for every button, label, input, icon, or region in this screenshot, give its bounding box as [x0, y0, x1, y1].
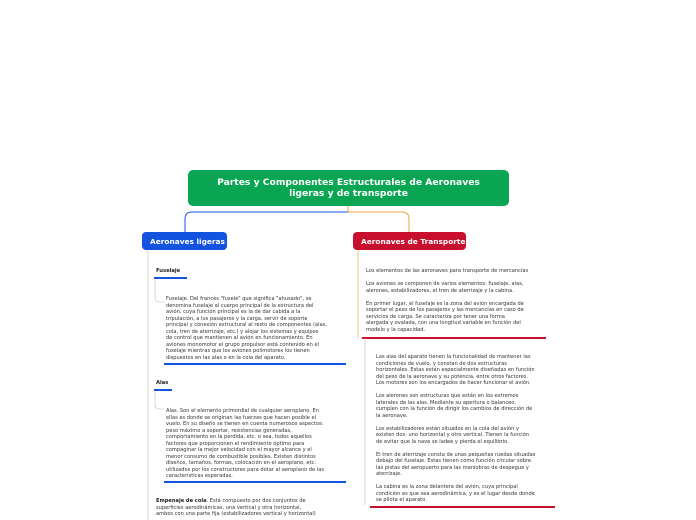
connector-root-right: [348, 206, 409, 232]
root-title: Partes y Componentes Estructurales de Aeronaves ligeras y de transporte: [217, 177, 480, 199]
empenaje-body: . Está compuesto por dos conjuntos de superficies aerodinámicas, una vertical y otra horizontal, ambos con una parte fija (estabilizadores vertical y horizontal): [156, 498, 316, 517]
alas-text: Alas. Son el elemento primordial de cualquier aeroplano. En ellas es donde se originan las fuerzas que hacen posible el vuelo. En su diseño se tienen en cuenta numerosos aspectos: peso máximo a soportar, resistencias generadas, comportamiento en la pérdida, etc. o sea, todos aquellos factores que proporcionen el rendimiento óptimo para compaginar la mejor velocidad con el mayor alcance y el menor consumo de combustible posibles. Existen distintos diseños, tamaños, formas, colocación en el aeroplano, etc. utilizados por los constructores para dotar al aeroplano de las características esperadas.: [166, 408, 324, 479]
empenaje-text: [156, 498, 356, 518]
branch-left-title: Aeronaves ligeras: [150, 236, 225, 246]
transporte-block-1: Los elementos de las aeronaves para transporte de mercancías Los aviones se componen de varios elementos: fuselaje, alas, alerones, estabilizadores, el tren de aterrizaje y la cabina. En primer lugar, el fuselaje es la zona del avión encargada de soportar el peso de los pasajeros y las mercancías en caso de servicios de carga. Se caracteriza por tener una forma alargada y ovalada, con una longitud variable en función del modelo y la capacidad.: [366, 268, 529, 333]
branch-aeronaves-ligeras[interactable]: [142, 232, 227, 250]
root-topic[interactable]: [188, 170, 509, 206]
branch-right-title: Aeronaves de Transporte: [361, 236, 466, 246]
connector-root-left: [185, 206, 348, 232]
alas-label[interactable]: Alas: [156, 380, 169, 386]
empenaje-label: Empenaje de cola: [156, 498, 207, 504]
fuselaje-text: Fuselaje. Del francés "fuselé" que significa "ahusado", se denomina fuselaje al cuerpo principal de la estructura del avión, cuya función principal es la de dar cabida a la tripulación, a los pasajeros y la carga, servir de soporte principal y conexión estructural al resto de componentes (alas, cola, tren de aterrizaje, etc.) y alojar los sistemas y equipos de control que mantienen al avión en funcionamiento. En aviones monomotor el grupo propulsor está contenido en el fuselaje mientras que los aviones polimotores los tienen dispuestos en las alas o en la cola del aparato.: [166, 296, 327, 361]
transporte-block-2: Las alas del aparato tienen la funcionalidad de mantener las condiciones de vuelo, y constan de dos estructuras horizontales. Estas están especialmente diseñadas en función del peso de la aeronave y su potencia, entre otros factores. Los motores son los encargados de hacer funcionar el avión. Los alerones son estructuras que están en los extremos laterales de las alas. Mediante su apertura o balanceo, cumplen con la función de dirigir los cambios de dirección de la aeronave. Los estabilizadores están situados en la cola del avión y existen dos: uno horizontal y otro vertical. Tienen la función de evitar que la nave se ladee y pierda el equilibrio. El tren de aterrizaje consta de unas pequeñas ruedas situadas debajo del fuselaje. Estas tienen como función circular sobre las pistas del aeropuerto para las maniobras de despegue y aterrizaje. La cabina es la zona delantera del avión, cuya principal condición es que sea aerodinámica, y es el lugar desde donde se pilota el aparato.: [376, 354, 536, 503]
fuselaje-label[interactable]: Fuselaje: [156, 268, 181, 274]
branch-aeronaves-transporte[interactable]: [353, 232, 466, 250]
